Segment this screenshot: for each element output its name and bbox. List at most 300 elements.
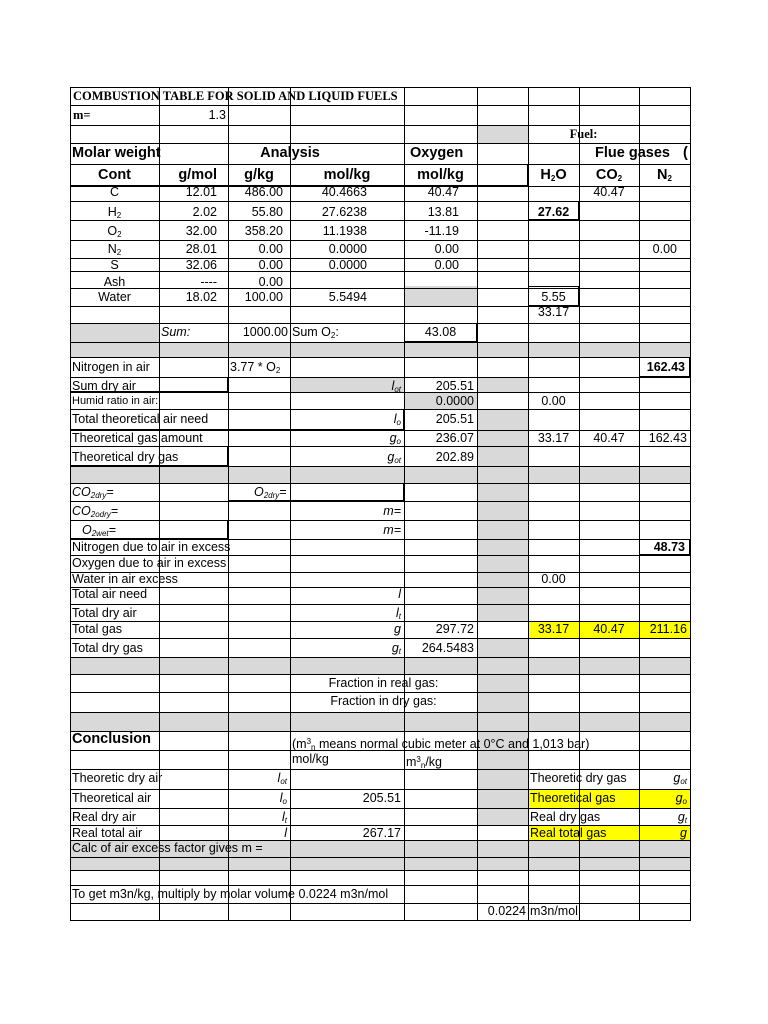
sum-o2-value — [404, 325, 477, 340]
o2wet-label-text: O — [82, 523, 92, 537]
component-molkg-text: 5.5494 — [328, 290, 367, 304]
component-molkg-text: 40.4663 — [321, 185, 367, 199]
total-dry-gas-label-text: Total dry gas — [72, 641, 143, 655]
nitrogen-in-air-n2 — [639, 360, 690, 375]
component-name — [70, 290, 159, 305]
fuel-label — [528, 127, 639, 142]
subscript: o — [396, 418, 401, 427]
conclusion-title — [70, 732, 230, 747]
conclusion-note-text: (m — [292, 737, 307, 751]
grid-line — [70, 306, 691, 307]
shaded-cell — [404, 286, 477, 306]
component-gkg — [228, 224, 290, 239]
header-h2o-text: H — [540, 167, 551, 183]
component-molkg — [290, 224, 404, 239]
shaded-cell — [477, 587, 528, 604]
h2o-total-text: 33.17 — [537, 305, 570, 319]
header-molar-weight-text: Molar weight — [72, 145, 161, 161]
text-tail: O — [555, 167, 567, 183]
nitrogen-in-air-label-text: Nitrogen in air — [72, 360, 150, 374]
conclusion-row-right-symbol — [639, 791, 690, 809]
shaded-cell — [70, 857, 690, 870]
component-name-text: O — [107, 224, 118, 238]
subscript: o — [282, 797, 287, 806]
conclusion-row-label — [70, 810, 230, 825]
conclusion-unit-molkg-text: mol/kg — [292, 752, 329, 766]
oxygen-excess-label-text: Oxygen due to air in excess — [72, 556, 227, 570]
shaded-cell — [477, 409, 528, 430]
superscript: 3 — [306, 737, 312, 746]
grid-line — [70, 220, 691, 221]
humid-ratio-h2o-text: 0.00 — [541, 394, 566, 408]
water-excess-label-text: Water in air excess — [72, 572, 178, 586]
component-name-text: Ash — [103, 275, 126, 289]
component-gmol — [159, 205, 228, 220]
nitrogen-excess-n2-text: 48.73 — [653, 540, 685, 554]
component-gmol — [159, 275, 228, 290]
component-gmol — [159, 224, 228, 239]
nitrogen-in-air-n2-text: 162.43 — [646, 360, 685, 374]
shaded-cell — [477, 501, 528, 520]
total-dry-air-symbol-text: l — [395, 606, 399, 620]
total-theoretical-air-symbol-text: l — [393, 412, 397, 426]
component-co2-text: 40.47 — [593, 185, 625, 199]
o2wet-label — [70, 523, 171, 541]
subscript: 2 — [275, 366, 281, 375]
footer-molar-volume-text: 0.0224 — [487, 904, 526, 918]
component-n2 — [639, 242, 690, 257]
header-oxygen-molkg-text: mol/kg — [417, 167, 464, 183]
conclusion-row-right-label-text: Theoretical gas — [530, 791, 616, 805]
component-gkg — [228, 185, 290, 200]
theoretical-gas-amount-symbol — [290, 431, 404, 449]
o2wet-m-label — [290, 523, 404, 538]
component-oxygen-text: -11.19 — [424, 224, 459, 238]
subscript: 2 — [117, 230, 122, 239]
oxygen-excess-label — [70, 556, 406, 571]
conclusion-row-right-label-text: Real dry gas — [530, 810, 601, 824]
conclusion-row-value — [290, 791, 404, 806]
grid-line — [70, 125, 691, 126]
subscript: t — [684, 816, 687, 825]
shaded-cell — [477, 483, 528, 501]
m-value-text: 1.3 — [208, 108, 226, 122]
conclusion-row-right-symbol-text: g — [673, 771, 681, 785]
grid-line — [70, 638, 691, 639]
theoretical-gas-amount-label — [70, 431, 292, 446]
component-gmol — [159, 185, 228, 200]
m-value — [159, 108, 228, 123]
shaded-cell — [477, 377, 528, 392]
conclusion-unit-m3 — [404, 752, 479, 773]
total-gas-symbol — [290, 622, 404, 637]
total-gas-h2o — [528, 622, 579, 637]
theoretical-gas-amount-symbol-text: g — [389, 431, 397, 445]
text-tail: = — [108, 523, 116, 537]
subscript: n — [420, 761, 426, 770]
text-tail: /kg — [425, 755, 443, 769]
conclusion-row-right-symbol-text: g — [680, 826, 687, 840]
total-dry-gas-value — [404, 641, 477, 656]
conclusion-row-right-label — [528, 771, 641, 786]
grid-line — [70, 357, 691, 358]
subscript: n — [311, 743, 316, 752]
footer-molar-volume — [477, 904, 528, 919]
conclusion-row-symbol-text: l — [281, 810, 285, 824]
component-name-text: H — [107, 205, 117, 219]
header-oxygen-text: Oxygen — [410, 145, 464, 161]
humid-ratio-value — [404, 394, 477, 409]
calc-air-excess-label-text: Calc of air excess factor gives m = — [72, 841, 263, 855]
sum-label — [159, 325, 230, 340]
component-n2-text: 0.00 — [652, 242, 677, 256]
theoretical-gas-n2-text: 162.43 — [648, 431, 687, 445]
nitrogen-formula-text: 3.77 * O — [230, 360, 276, 374]
header-gmol-text: g/mol — [178, 167, 217, 183]
conclusion-row-right-label — [528, 826, 641, 841]
fraction-real-label-text: Fraction in real gas: — [328, 676, 439, 690]
humid-ratio-h2o — [528, 394, 579, 409]
component-name — [70, 224, 159, 242]
theoretical-gas-co2 — [579, 431, 639, 446]
component-molkg-text: 0.0000 — [328, 242, 367, 256]
total-dry-gas-value-text: 264.5483 — [421, 641, 474, 655]
total-gas-co2-text: 40.47 — [593, 622, 625, 636]
fraction-dry-label-text: Fraction in dry gas: — [330, 694, 437, 708]
header-analysis-text: Analysis — [260, 145, 320, 161]
header-flue-paren-text: ( — [683, 145, 688, 161]
nitrogen-in-air-label — [70, 360, 161, 375]
conclusion-title-text: Conclusion — [72, 731, 151, 747]
conclusion-row-right-label-text: Real total gas — [530, 826, 607, 840]
theoretical-dry-gas-value-text: 202.89 — [435, 450, 474, 464]
conclusion-row-right-symbol — [639, 826, 690, 841]
component-name-text: S — [110, 258, 119, 272]
grid-line — [70, 674, 691, 675]
sum-label-text: Sum: — [161, 325, 191, 339]
component-name-text: N — [107, 242, 117, 256]
conclusion-row-right-symbol — [639, 771, 690, 789]
component-gmol-text: 28.01 — [185, 242, 217, 256]
component-oxygen-text: 0.00 — [434, 258, 459, 272]
conclusion-row-value-text: 205.51 — [362, 791, 401, 805]
shaded-cell — [70, 323, 159, 342]
sum-dry-air-symbol — [290, 379, 404, 397]
component-h2o — [528, 290, 579, 305]
conclusion-row-value — [290, 826, 404, 841]
component-molkg-text: 0.0000 — [328, 258, 367, 272]
header-oxygen — [404, 146, 483, 161]
header-gkg-text: g/kg — [244, 167, 274, 183]
conclusion-row-right-label — [528, 810, 641, 825]
conclusion-row-symbol-text: l — [279, 791, 283, 805]
theoretical-gas-n2 — [639, 431, 690, 446]
component-oxygen — [404, 185, 477, 200]
conclusion-row-right-symbol-text: g — [675, 791, 683, 805]
component-gkg — [228, 242, 290, 257]
text-tail: : — [335, 325, 339, 339]
text-tail: = — [279, 485, 287, 499]
subscript: 2 — [617, 174, 623, 183]
header-n2 — [639, 168, 690, 186]
grid-line — [70, 105, 691, 106]
header-molkg-text: mol/kg — [323, 167, 371, 183]
footer-note — [70, 887, 530, 902]
o2dry-label-text: O — [254, 485, 264, 499]
component-gkg-text: 55.80 — [251, 205, 283, 219]
subscript: 2 — [550, 174, 556, 183]
theoretical-dry-gas-symbol — [290, 450, 404, 468]
shaded-cell — [477, 572, 528, 587]
component-name — [70, 258, 159, 273]
component-molkg — [290, 290, 404, 305]
component-gmol-text: 2.02 — [192, 205, 217, 219]
grid-line — [70, 712, 691, 713]
header-analysis — [228, 146, 352, 161]
component-name-text: C — [109, 185, 120, 199]
component-h2o-text: 5.55 — [541, 290, 566, 304]
nitrogen-formula — [228, 360, 292, 378]
component-oxygen — [404, 205, 477, 220]
component-gmol — [159, 290, 228, 305]
humid-ratio-label — [70, 394, 292, 409]
sum-dry-air-label-text: Sum dry air — [72, 379, 136, 393]
total-dry-gas-symbol — [290, 641, 404, 659]
component-molkg-text: 11.1938 — [322, 224, 367, 238]
header-flue-gases-text: Flue gases — [595, 145, 670, 161]
conclusion-row-label-text: Theoretical air — [72, 791, 152, 805]
grid-line — [70, 885, 691, 886]
sum-gkg — [228, 325, 290, 340]
total-theoretical-air-value — [404, 412, 477, 427]
component-co2 — [579, 185, 639, 200]
grid-line — [70, 870, 691, 871]
shaded-cell — [477, 125, 528, 143]
superscript: 3 — [416, 755, 421, 764]
nitrogen-excess-label — [70, 540, 406, 555]
subscript: t — [284, 816, 287, 825]
total-gas-n2 — [639, 622, 690, 637]
fraction-dry-label — [290, 694, 477, 709]
shaded-cell — [477, 539, 528, 555]
water-excess-h2o — [528, 572, 579, 587]
header-cont — [70, 168, 159, 183]
total-theoretical-air-value-text: 205.51 — [435, 412, 474, 426]
component-oxygen — [404, 258, 477, 273]
component-h2o — [528, 205, 579, 220]
grid-line — [70, 808, 691, 809]
component-gkg-text: 0.00 — [258, 258, 283, 272]
subscript: 2 — [116, 248, 122, 257]
conclusion-row-symbol — [228, 771, 290, 789]
conclusion-row-label-text: Real total air — [72, 826, 143, 840]
shaded-cell — [477, 430, 528, 446]
component-gkg-text: 0.00 — [258, 242, 283, 256]
subscript: o — [396, 437, 401, 446]
theoretical-gas-amount-value-text: 236.07 — [435, 431, 474, 445]
total-gas-label — [70, 622, 230, 637]
m-label — [70, 108, 162, 123]
co2dry-label — [70, 485, 161, 503]
conclusion-row-value-text: 267.17 — [362, 826, 401, 840]
conclusion-row-label-text: Real dry air — [72, 810, 136, 824]
component-gkg — [228, 290, 290, 305]
theoretical-gas-co2-text: 40.47 — [593, 431, 625, 445]
total-dry-gas-label — [70, 641, 230, 656]
grid-line — [70, 87, 691, 88]
subscript: 2 — [667, 174, 672, 183]
header-h2o — [528, 168, 579, 186]
conclusion-row-label — [70, 771, 230, 786]
co2odry-m-label-text: m= — [383, 504, 401, 518]
shaded-cell — [477, 638, 528, 657]
shaded-cell — [477, 604, 528, 621]
component-molkg — [290, 185, 404, 200]
header-n2-text: N — [657, 167, 668, 183]
conclusion-row-right-label-text: Theoretic dry gas — [530, 771, 627, 785]
conclusion-unit-molkg — [290, 752, 406, 767]
subscript: ot — [680, 777, 687, 786]
nitrogen-excess-label-text: Nitrogen due to air in excess — [72, 540, 231, 554]
sum-gkg-text: 1000.00 — [242, 325, 288, 339]
conclusion-unit-m3-text: m — [406, 755, 417, 769]
total-gas-h2o-text: 33.17 — [537, 622, 570, 636]
calc-air-excess-label — [70, 841, 406, 856]
grid-line — [477, 87, 478, 921]
total-dry-air-label — [70, 606, 230, 621]
component-gkg — [228, 275, 290, 290]
header-oxygen-molkg — [404, 168, 477, 183]
sum-dry-air-symbol-text: l — [391, 379, 395, 393]
component-h2o-text: 27.62 — [537, 205, 570, 219]
total-gas-value-text: 297.72 — [435, 622, 474, 636]
grid-line — [70, 769, 691, 770]
sum-o2-label-text: Sum O — [292, 325, 331, 339]
footer-unit — [528, 904, 692, 919]
component-gmol — [159, 242, 228, 257]
text-tail: = — [110, 504, 119, 518]
shaded-cell — [70, 712, 690, 731]
grid-line — [70, 692, 691, 693]
theoretical-gas-amount-value — [404, 431, 477, 446]
total-dry-gas-symbol-text: g — [391, 641, 399, 655]
component-gkg-text: 100.00 — [244, 290, 283, 304]
total-air-need-symbol — [290, 587, 404, 602]
component-gmol-text: 18.02 — [185, 290, 217, 304]
shaded-cell — [477, 674, 528, 692]
component-gmol-text: 32.00 — [185, 224, 217, 238]
shaded-cell — [70, 342, 690, 357]
footer-unit-text: m3n/mol — [530, 904, 578, 918]
footer-note-text: To get m3n/kg, multiply by molar volume 0.0224 m3n/mol — [72, 887, 389, 901]
header-co2-text: CO — [595, 167, 618, 183]
total-gas-label-text: Total gas — [72, 622, 123, 636]
grid-line — [70, 920, 691, 921]
grid-line — [70, 143, 691, 144]
component-gkg-text: 0.00 — [258, 275, 283, 289]
theoretical-dry-gas-symbol-text: g — [387, 450, 395, 464]
grid-line — [70, 501, 691, 502]
header-molar-weight — [70, 146, 230, 161]
total-gas-co2 — [579, 622, 639, 637]
h2o-total — [528, 305, 579, 320]
total-theoretical-air-symbol — [290, 412, 404, 430]
component-name — [70, 205, 159, 223]
grid-line — [70, 789, 691, 790]
component-gmol-text: 12.01 — [185, 185, 217, 199]
header-gmol — [159, 168, 228, 183]
header-flue-paren — [683, 146, 700, 161]
conclusion-row-right-symbol-text: g — [677, 810, 685, 824]
sheet-title — [70, 89, 531, 104]
sum-dry-air-value-text: 205.51 — [435, 379, 474, 393]
sum-dry-air-label — [70, 379, 230, 394]
component-molkg — [290, 258, 404, 273]
grid-line — [70, 604, 691, 605]
shaded-cell — [477, 789, 528, 808]
conclusion-row-label — [70, 826, 230, 841]
total-theoretical-air-label-text: Total theoretical air need — [72, 412, 209, 426]
total-gas-symbol-text: g — [394, 622, 401, 636]
component-gkg-text: 358.20 — [244, 224, 283, 238]
subscript: 2dry — [90, 491, 107, 500]
header-molkg — [290, 168, 404, 183]
subscript: 2 — [116, 211, 122, 220]
total-theoretical-air-label — [70, 412, 292, 427]
subscript: t — [398, 612, 401, 621]
shaded-cell — [477, 769, 528, 789]
component-oxygen-text: 0.00 — [434, 242, 459, 256]
water-excess-label — [70, 572, 406, 587]
component-name-text: Water — [98, 290, 131, 304]
conclusion-row-symbol-text: l — [284, 826, 287, 840]
theoretical-gas-h2o — [528, 431, 579, 446]
combustion-spreadsheet — [69, 87, 691, 921]
sum-o2-value-text: 43.08 — [424, 325, 457, 339]
total-air-need-symbol-text: l — [398, 587, 401, 601]
conclusion-row-symbol — [228, 826, 290, 841]
total-air-need-label — [70, 587, 230, 602]
shaded-cell — [477, 808, 528, 825]
shaded-cell — [477, 555, 528, 572]
component-gkg-text: 486.00 — [244, 185, 283, 199]
subscript: t — [398, 647, 401, 656]
subscript: 2 — [330, 331, 336, 340]
total-gas-value — [404, 622, 477, 637]
grid-line — [70, 201, 691, 202]
o2wet-m-label-text: m= — [383, 523, 401, 537]
subscript: ot — [394, 456, 401, 465]
component-gkg — [228, 205, 290, 220]
component-oxygen — [404, 242, 477, 257]
theoretical-dry-gas-label — [70, 450, 230, 465]
grid-line — [70, 857, 691, 858]
header-cont-text: Cont — [97, 167, 131, 183]
component-molkg — [290, 205, 404, 220]
m-label-text: m= — [73, 108, 91, 122]
co2dry-label-text: CO — [72, 485, 91, 499]
component-gkg — [228, 258, 290, 273]
fuel-label-text: Fuel: — [569, 127, 598, 141]
o2dry-label — [228, 485, 316, 503]
total-dry-air-label-text: Total dry air — [72, 606, 137, 620]
conclusion-row-right-label — [528, 791, 641, 806]
theoretical-gas-h2o-text: 33.17 — [537, 431, 570, 445]
conclusion-row-label-text: Theoretic dry air — [72, 771, 163, 785]
component-oxygen — [404, 224, 477, 239]
grid-line — [70, 240, 691, 241]
subscript: o — [682, 797, 687, 806]
